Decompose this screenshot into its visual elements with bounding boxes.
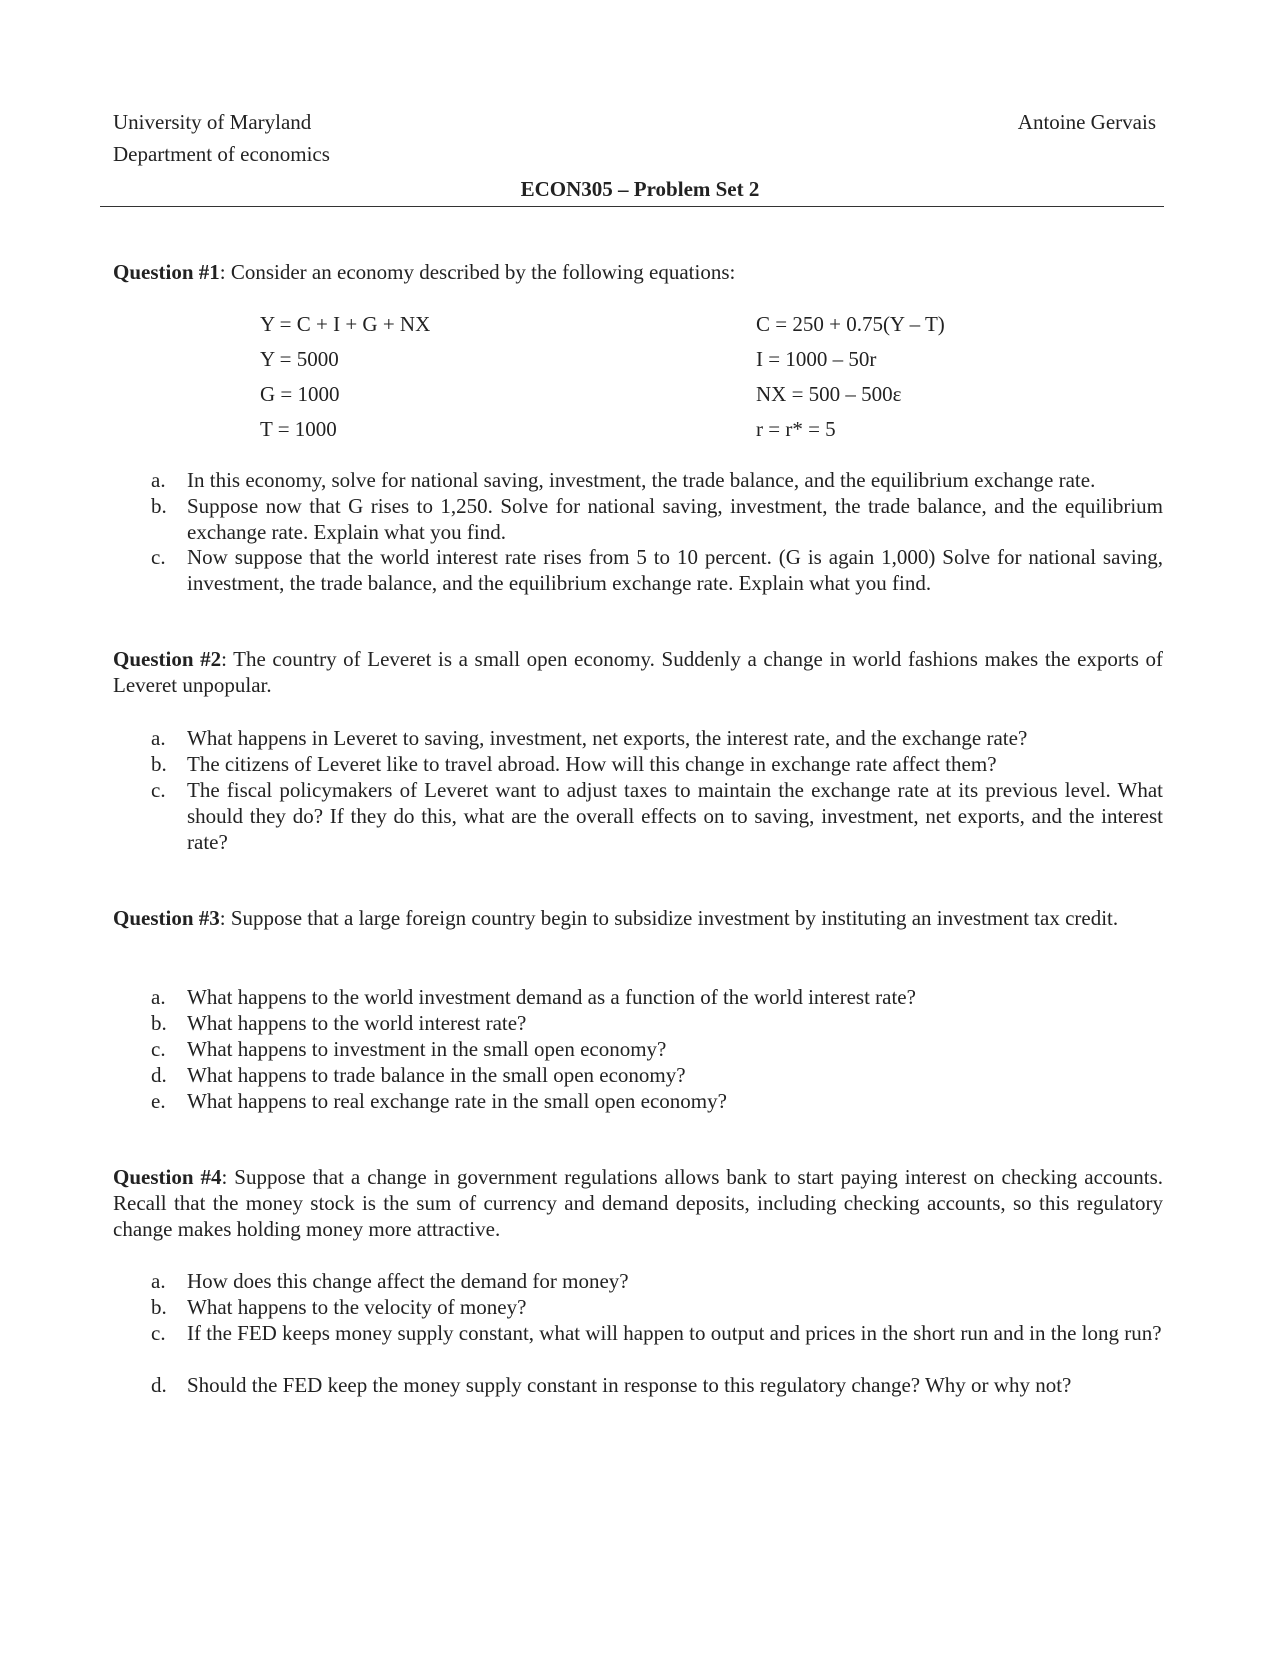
equation: Y = C + I + G + NX: [260, 312, 431, 336]
item-label: a.: [151, 1269, 166, 1293]
item-text: What happens to the world interest rate?: [187, 1011, 527, 1035]
item-text: What happens in Leveret to saving, investment, net exports, the interest rate, and the exchange rate?: [187, 726, 1028, 750]
question-4: [113, 1164, 1163, 1242]
item-label: d.: [151, 1373, 167, 1397]
department: Department of economics: [113, 142, 330, 166]
item-label: c.: [151, 545, 166, 569]
item-label: a.: [151, 726, 166, 750]
item-text: The citizens of Leveret like to travel abroad. How will this change in exchange rate affect them?: [187, 752, 997, 776]
page-title: ECON305 – Problem Set 2: [520, 177, 760, 201]
item-text: How does this change affect the demand for money?: [187, 1269, 629, 1293]
question-text: : Suppose that a large foreign country begin to subsidize investment by instituting an investment tax credit.: [219, 906, 1119, 930]
item-label: b.: [151, 752, 167, 776]
question-2: [113, 646, 1163, 698]
item-label: a.: [151, 468, 166, 492]
item-text: In this economy, solve for national saving, investment, the trade balance, and the equilibrium exchange rate.: [187, 468, 1096, 492]
question-label: Question #2: [113, 647, 222, 671]
item-text: What happens to trade balance in the small open economy?: [187, 1063, 686, 1087]
item-label: a.: [151, 985, 166, 1009]
item-text: Suppose now that G rises to 1,250. Solve for national saving, investment, the trade balance, and the equilibrium exchange rate. Explain what you find.: [187, 494, 1163, 544]
item-text: Now suppose that the world interest rate rises from 5 to 10 percent. (G is again 1,000) Solve for national saving, investment, the trade balance, and the equilibrium exchange rate. Explain what you find.: [187, 545, 1163, 595]
equation: I = 1000 – 50r: [756, 347, 877, 371]
question-label: Question #1: [113, 260, 220, 284]
item-text: What happens to investment in the small open economy?: [187, 1037, 667, 1061]
item-label: c.: [151, 778, 166, 802]
item-text: The fiscal policymakers of Leveret want to adjust taxes to maintain the exchange rate at its previous level. What should they do? If they do this, what are the overall effects on to saving, investment, net exports, and the interest rate?: [187, 778, 1163, 854]
question-1: [113, 259, 1163, 285]
question-text: : The country of Leveret is a small open economy. Suddenly a change in world fashions makes the exports of Leveret unpopular.: [113, 647, 1163, 697]
item-text: If the FED keeps money supply constant, what will happen to output and prices in the short run and in the long run?: [187, 1321, 1162, 1345]
item-label: b.: [151, 1011, 167, 1035]
question-label: Question #4: [113, 1165, 222, 1189]
item-label: c.: [151, 1321, 166, 1345]
item-label: c.: [151, 1037, 166, 1061]
item-label: b.: [151, 1295, 167, 1319]
equation: r = r* = 5: [756, 417, 836, 441]
author: Antoine Gervais: [1017, 110, 1156, 134]
question-label: Question #3: [113, 906, 220, 930]
item-text: What happens to real exchange rate in the small open economy?: [187, 1089, 727, 1113]
item-label: b.: [151, 494, 167, 518]
equation: G = 1000: [260, 382, 340, 406]
question-text: : Consider an economy described by the following equations:: [219, 260, 736, 284]
item-label: e.: [151, 1089, 166, 1113]
equation: C = 250 + 0.75(Y – T): [756, 312, 945, 336]
question-text: : Suppose that a change in government regulations allows bank to start paying interest on checking accounts. Recall that the money stock is the sum of currency and demand deposits, including checking accounts, so this regulatory change makes holding money more attractive.: [113, 1165, 1163, 1241]
header-divider: [100, 206, 1164, 207]
item-text: What happens to the velocity of money?: [187, 1295, 527, 1319]
item-label: d.: [151, 1063, 167, 1087]
item-text: Should the FED keep the money supply constant in response to this regulatory change? Why or why not?: [187, 1373, 1072, 1397]
item-text: What happens to the world investment demand as a function of the world interest rate?: [187, 985, 916, 1009]
equation: T = 1000: [260, 417, 337, 441]
question-3: [113, 905, 1163, 931]
institution: University of Maryland: [113, 110, 312, 134]
equation: NX = 500 – 500ε: [756, 382, 902, 406]
equation: Y = 5000: [260, 347, 339, 371]
